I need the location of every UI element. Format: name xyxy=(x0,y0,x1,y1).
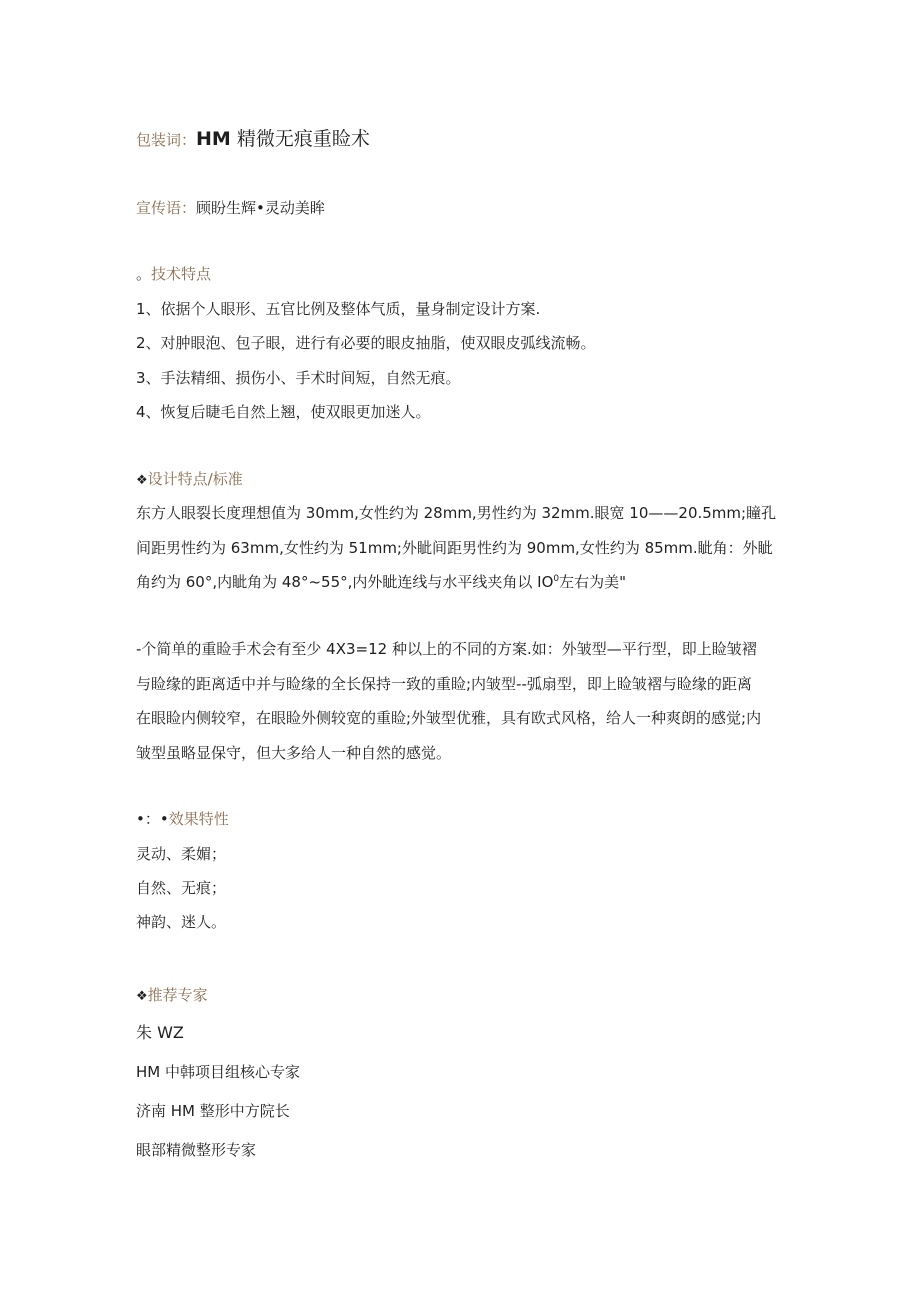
superscript: 0 xyxy=(553,574,560,584)
tech-heading xyxy=(136,264,211,284)
effect-heading-text: 效果特性 xyxy=(168,810,229,828)
list-item: 1、依据个人眼形、五官比例及整体气质，量身制定设计方案. xyxy=(136,300,541,318)
slogan-line xyxy=(136,198,325,218)
diamond-bullet-icon: ❖ xyxy=(136,473,148,488)
paragraph-line: 皱型虽略显保守，但大多给人一种自然的感觉。 xyxy=(136,744,452,762)
tech-marker: 。 xyxy=(136,265,152,283)
expert-heading xyxy=(136,985,208,1007)
slogan-label: 宣传语： xyxy=(136,199,197,217)
expert-heading-text: 推荐专家 xyxy=(147,986,208,1004)
list-item: 灵动、柔媚； xyxy=(136,845,227,863)
diamond-bullet-icon: ❖ xyxy=(136,989,148,1004)
expert-title: 济南 HM 整形中方院长 xyxy=(136,1102,290,1120)
effect-heading xyxy=(136,809,229,829)
paragraph-line xyxy=(136,572,626,592)
product-name-text: 精微无痕重睑术 xyxy=(230,128,370,150)
paragraph-text: 角约为 60°,内眦角为 48°~55°,内外眦连线与水平线夹角以 IO xyxy=(136,573,554,591)
slogan-text: 顾盼生辉•灵动美眸 xyxy=(196,199,325,217)
list-item: 神韵、迷人。 xyxy=(136,913,227,931)
paragraph-line: 与睑缘的距离适中并与睑缘的全长保持一致的重睑;内皱型--弧扇型，即上睑皱褶与睑缘的距离 xyxy=(136,675,752,693)
list-item: 自然、无痕； xyxy=(136,879,227,897)
list-item: 2、对肿眼泡、包子眼，进行有必要的眼皮抽脂，使双眼皮弧线流畅。 xyxy=(136,334,596,352)
product-name-line xyxy=(136,126,370,153)
expert-title: 眼部精微整形专家 xyxy=(136,1141,257,1159)
paragraph-line: 在眼睑内侧较窄，在眼睑外侧较宽的重睑;外皱型优雅，具有欧式风格，给人一种爽朗的感觉;内 xyxy=(136,709,762,727)
list-item: 4、恢复后睫毛自然上翘，使双眼更加迷人。 xyxy=(136,403,431,421)
paragraph-line: 间距男性约为 63mm,女性约为 51mm;外眦间距男性约为 90mm,女性约为 85mm.眦角：外眦 xyxy=(136,539,773,557)
product-name-brand: HM xyxy=(196,128,231,150)
tech-heading-text: 技术特点 xyxy=(151,265,212,283)
design-heading-text: 设计特点/标准 xyxy=(147,470,243,488)
effect-marker: •：• xyxy=(136,810,169,828)
paragraph-line: 东方人眼裂长度理想值为 30mm,女性约为 28mm,男性约为 32mm.眼宽 10——20.5mm;瞳孔 xyxy=(136,504,777,522)
expert-title: HM 中韩项目组核心专家 xyxy=(136,1063,300,1081)
paragraph-line: -个简单的重睑手术会有至少 4X3=12 种以上的不同的方案.如：外皱型—平行型，即上睑皱褶 xyxy=(136,640,757,658)
expert-name: 朱 WZ xyxy=(136,1023,184,1042)
product-label: 包装词： xyxy=(136,131,197,149)
list-item: 3、手法精细、损伤小、手术时间短，自然无痕。 xyxy=(136,369,461,387)
design-heading xyxy=(136,469,243,491)
paragraph-text: 左右为美" xyxy=(559,573,627,591)
